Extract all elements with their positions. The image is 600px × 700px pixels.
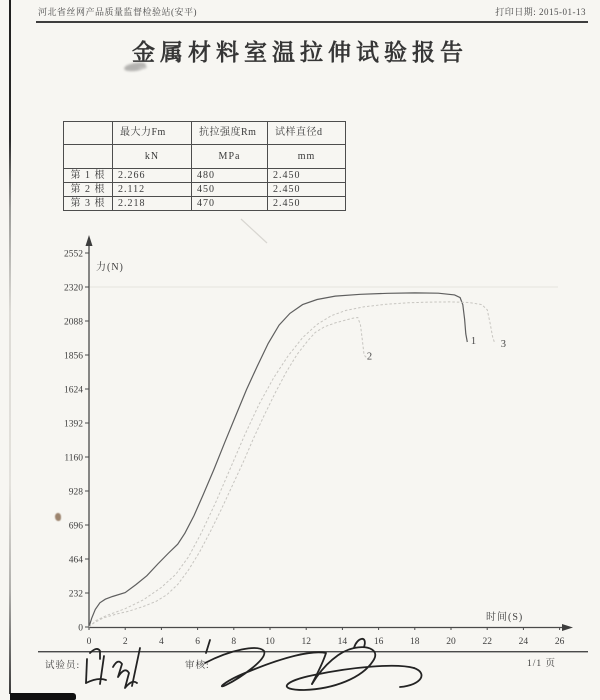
x-tick-label: 18 <box>410 637 420 647</box>
y-tick-label: 464 <box>68 555 83 566</box>
curve-label-1: 1 <box>470 336 477 348</box>
table-row <box>64 169 346 183</box>
units-cell-mpa: MPa <box>192 145 268 169</box>
print-date <box>495 5 586 18</box>
cell-fm: 2.218 <box>113 197 192 211</box>
scan-scratch <box>241 219 267 243</box>
row-label: 第 3 根 <box>64 197 113 211</box>
header-rule <box>36 21 588 23</box>
y-tick-label: 696 <box>68 521 83 532</box>
table-units-row <box>64 145 346 169</box>
header-cell-rm: 抗拉强度Rm <box>192 122 268 145</box>
units-cell-kn: kN <box>113 145 192 169</box>
header-cell-d: 试样直径d <box>268 122 346 145</box>
curve-3 <box>89 302 495 627</box>
cell-fm: 2.266 <box>113 169 192 183</box>
report-title: 金属材料室温拉伸试验报告 <box>132 40 468 65</box>
y-tick-label: 0 <box>78 623 83 634</box>
x-tick-label: 0 <box>86 637 92 647</box>
row-label: 第 2 根 <box>64 183 113 197</box>
cell-d: 2.450 <box>268 183 346 197</box>
examiner-label: 试验员: <box>45 661 81 671</box>
x-tick-label: 26 <box>554 637 565 647</box>
x-tick-label: 6 <box>195 637 200 647</box>
x-tick-label: 8 <box>231 637 237 647</box>
cell-d: 2.450 <box>268 197 346 211</box>
curve-label-3: 3 <box>500 339 507 351</box>
table-row <box>64 197 346 211</box>
y-axis-title: 力(N) <box>96 262 124 273</box>
curve-2 <box>89 318 366 628</box>
units-cell-mm: mm <box>268 145 346 169</box>
x-tick-label: 24 <box>518 637 529 647</box>
cell-rm: 480 <box>192 169 268 183</box>
cell-rm: 450 <box>192 183 268 197</box>
chart-plot-area <box>64 250 565 648</box>
reviewer-signature <box>205 639 422 690</box>
table-row <box>64 183 346 197</box>
curve-label-2: 2 <box>366 351 373 363</box>
station-name: 河北省丝网产品质量监督检验站(安平) <box>38 7 197 17</box>
header-cell-fm: 最大力Fm <box>113 122 192 145</box>
header-cell-empty <box>64 122 113 145</box>
x-tick-label: 12 <box>301 637 311 647</box>
cell-fm: 2.112 <box>113 183 192 197</box>
x-tick-label: 14 <box>337 637 348 647</box>
x-axis-title: 时间(S) <box>486 612 524 623</box>
x-tick-label: 4 <box>159 637 164 647</box>
signatures-layer <box>0 630 600 700</box>
x-tick-label: 20 <box>446 637 456 647</box>
page-number: 1/1 页 <box>527 659 557 669</box>
y-axis-arrow-icon <box>86 235 93 246</box>
results-table <box>63 121 346 211</box>
x-tick-label: 10 <box>265 637 275 647</box>
print-date-value: 2015-01-13 <box>539 7 586 17</box>
cell-d: 2.450 <box>268 169 346 183</box>
y-tick-label: 928 <box>68 487 83 498</box>
y-tick-label: 1624 <box>64 385 83 396</box>
scan-edge-artifact <box>9 0 11 694</box>
force-time-chart <box>20 215 590 650</box>
x-tick-label: 22 <box>482 637 492 647</box>
y-tick-label: 2088 <box>64 317 83 328</box>
y-tick-label: 232 <box>68 589 83 600</box>
y-tick-label: 1392 <box>64 419 83 430</box>
examiner-signature <box>86 648 140 688</box>
reviewer-label: 审核: <box>185 661 210 671</box>
table-header-row <box>64 122 346 145</box>
x-tick-label: 16 <box>373 637 384 647</box>
y-tick-label: 2320 <box>64 283 83 294</box>
y-tick-label: 1160 <box>64 453 83 464</box>
row-label: 第 1 根 <box>64 169 113 183</box>
units-cell-empty <box>64 145 113 169</box>
print-date-label: 打印日期: <box>495 7 537 17</box>
y-tick-label: 1856 <box>64 351 83 362</box>
y-tick-label: 2552 <box>64 249 83 260</box>
curve-1 <box>89 293 467 627</box>
x-tick-label: 2 <box>122 637 128 647</box>
cell-rm: 470 <box>192 197 268 211</box>
